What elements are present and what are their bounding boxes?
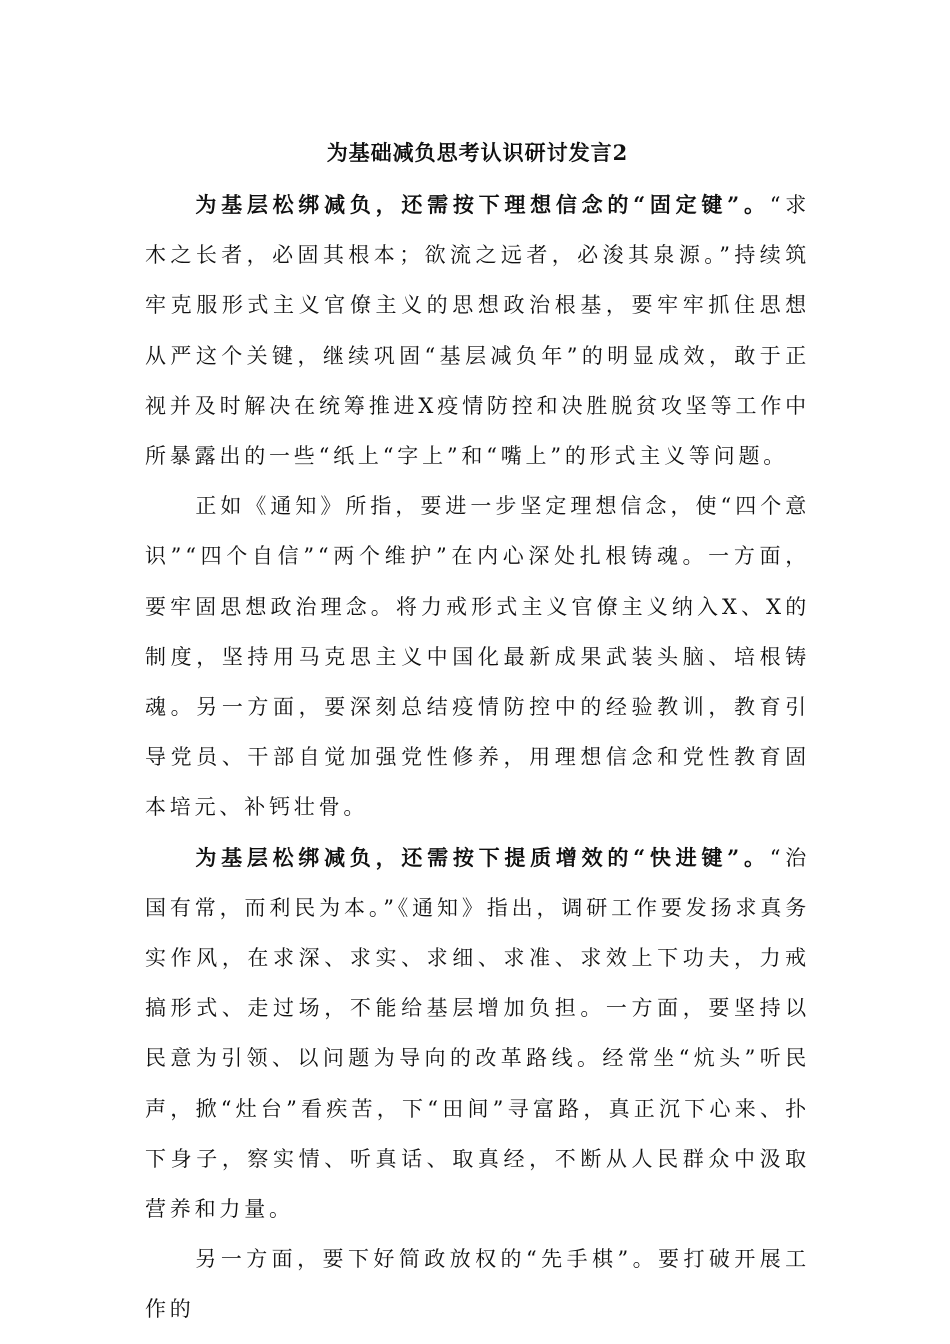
paragraph-3: [145, 833, 810, 1235]
paragraph-3-lead: 为基层松绑减负，还需按下提质增效的“快进键”。: [195, 844, 770, 870]
paragraph-4: [145, 1234, 810, 1334]
paragraph-1-lead: 为基层松绑减负，还需按下理想信念的“固定键”。: [195, 192, 770, 217]
document-page: [145, 138, 810, 1335]
paragraph-4-text: 另一方面，要下好简政放权的“先手棋”。要打破开展工作的: [145, 1247, 810, 1322]
paragraph-2: [145, 481, 810, 832]
document-title: 为基础减负思考认识研讨发言2: [326, 140, 629, 165]
paragraph-1: [145, 180, 810, 481]
paragraph-3-text: “治国有常，而利民为本。”《通知》指出，调研工作要发扬求真务实作风，在求深、求实、求细、求准、求效上下功夫，力戒搞形式、走过场，不能给基层增加负担。一方面，要坚持以民意为引领、以问题为导向的改革路线。经常坐“炕头”听民声，掀“灶台”看疾苦，下“田间”寻富路，真正沉下心来、扑下身子，察实情、听真话、取真经，不断从人民群众中汲取营养和力量。: [145, 845, 811, 1222]
paragraph-2-text: 正如《通知》所指，要进一步坚定理想信念，使“四个意识”“四个自信”“两个维护”在内心深处扎根铸魂。一方面，要牢固思想政治理念。将力戒形式主义官僚主义纳入X、X的制度，坚持用马克思主义中国化最新成果武装头脑、培根铸魂。另一方面，要深刻总结疫情防控中的经验教训，教育引导党员、干部自觉加强党性修养，用理想信念和党性教育固本培元、补钙壮骨。: [145, 494, 810, 820]
paragraph-1-text: “求木之长者，必固其根本；欲流之远者，必浚其泉源。”持续筑牢克服形式主义官僚主义的思想政治根基，要牢牢抓住思想从严这个关键，继续巩固“基层减负年”的明显成效，敢于正视并及时解决在统筹推进X疫情防控和决胜脱贫攻坚等工作中所暴露出的一些“纸上“字上”和“嘴上”的形式主义等问题。: [145, 193, 811, 469]
